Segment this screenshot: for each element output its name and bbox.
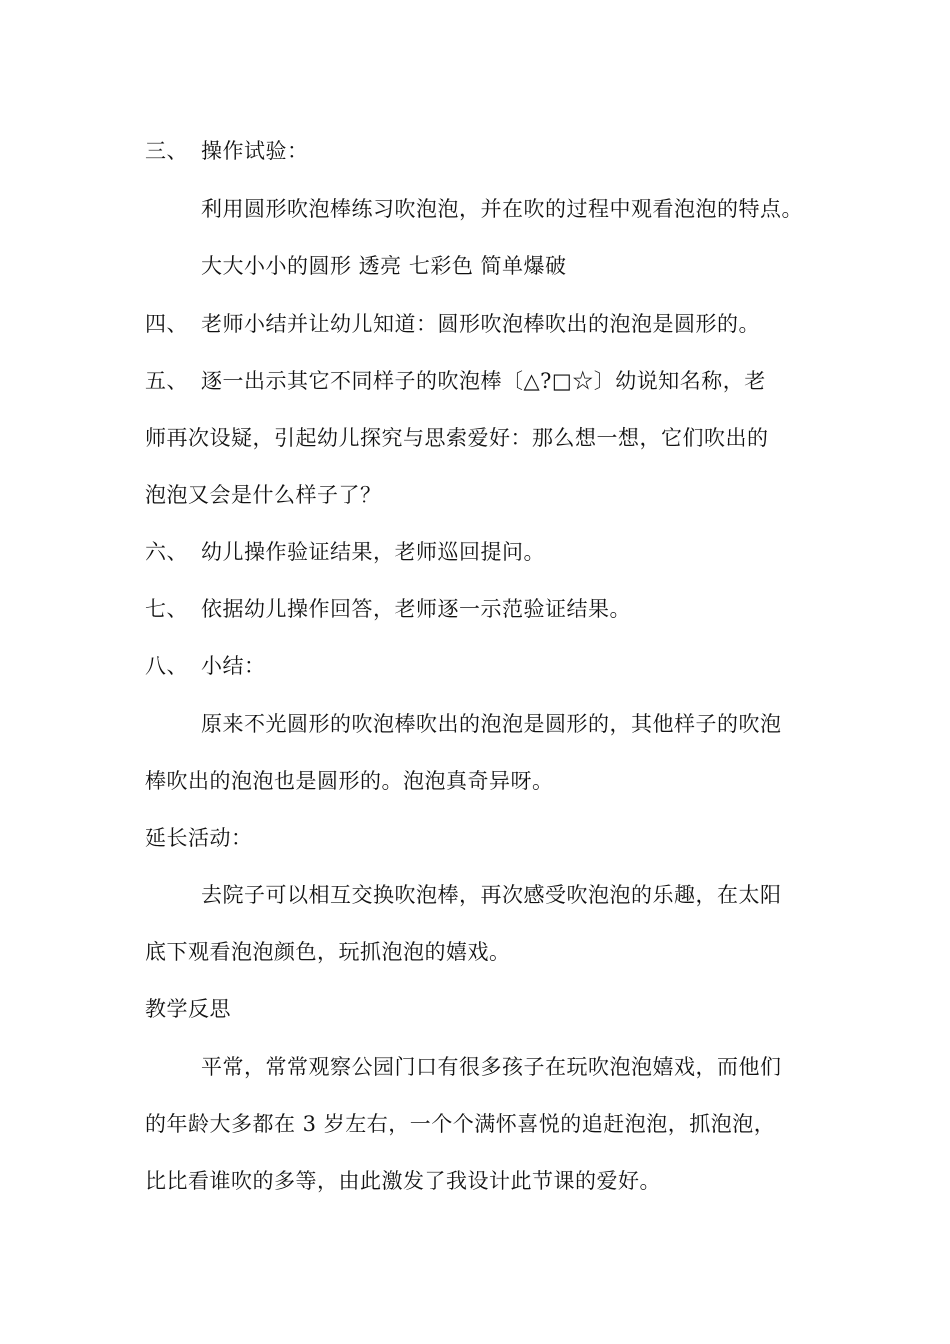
section-6 [145, 537, 825, 567]
section-number: 三、 [145, 139, 188, 163]
section-5-line-1 [145, 366, 825, 396]
section-text: 逐一出示其它不同样子的吹泡棒〔△?□☆〕幼说知名称，老 [201, 369, 766, 393]
section-text: 老师小结并让幼儿知道：圆形吹泡棒吹出的泡泡是圆形的。 [201, 312, 760, 336]
reflection-heading: 教学反思 [145, 997, 231, 1021]
section-title: 小结： [201, 654, 266, 678]
extension-heading: 延长活动： [145, 826, 253, 850]
section-8-paragraph-line-2: 棒吹出的泡泡也是圆形的。泡泡真奇异呀。 [145, 769, 554, 793]
section-5-line-2: 师再次设疑，引起幼儿探究与思索爱好：那么想一想，它们吹出的 [145, 426, 769, 450]
section-4 [145, 309, 825, 339]
reflection-line-2: 的年龄大多都在 3 岁左右，一个个满怀喜悦的追赶泡泡，抓泡泡， [145, 1112, 776, 1136]
section-title: 操作试验： [201, 139, 309, 163]
section-number: 八、 [145, 654, 188, 678]
section-number: 五、 [145, 369, 188, 393]
section-8-paragraph-line-1: 原来不光圆形的吹泡棒吹出的泡泡是圆形的，其他样子的吹泡 [201, 712, 782, 736]
section-5-line-3: 泡泡又会是什么样子了？ [145, 483, 382, 507]
section-number: 六、 [145, 540, 188, 564]
section-7 [145, 594, 825, 624]
extension-line-1: 去院子可以相互交换吹泡棒，再次感受吹泡泡的乐趣，在太阳 [201, 883, 782, 907]
section-3-heading [145, 136, 825, 166]
reflection-line-3: 比比看谁吹的多等，由此激发了我设计此节课的爱好。 [145, 1169, 661, 1193]
section-3-paragraph-line-1: 利用圆形吹泡棒练习吹泡泡，并在吹的过程中观看泡泡的特点。 [201, 197, 803, 221]
section-3-paragraph-line-2: 大大小小的圆形 透亮 七彩色 简单爆破 [201, 254, 567, 278]
section-number: 四、 [145, 312, 188, 336]
extension-line-2: 底下观看泡泡颜色，玩抓泡泡的嬉戏。 [145, 940, 511, 964]
reflection-line-1: 平常，常常观察公园门口有很多孩子在玩吹泡泡嬉戏，而他们 [201, 1055, 782, 1079]
section-number: 七、 [145, 597, 188, 621]
section-text: 依据幼儿操作回答，老师逐一示范验证结果。 [201, 597, 631, 621]
section-8-heading [145, 651, 825, 681]
section-text: 幼儿操作验证结果，老师巡回提问。 [201, 540, 545, 564]
